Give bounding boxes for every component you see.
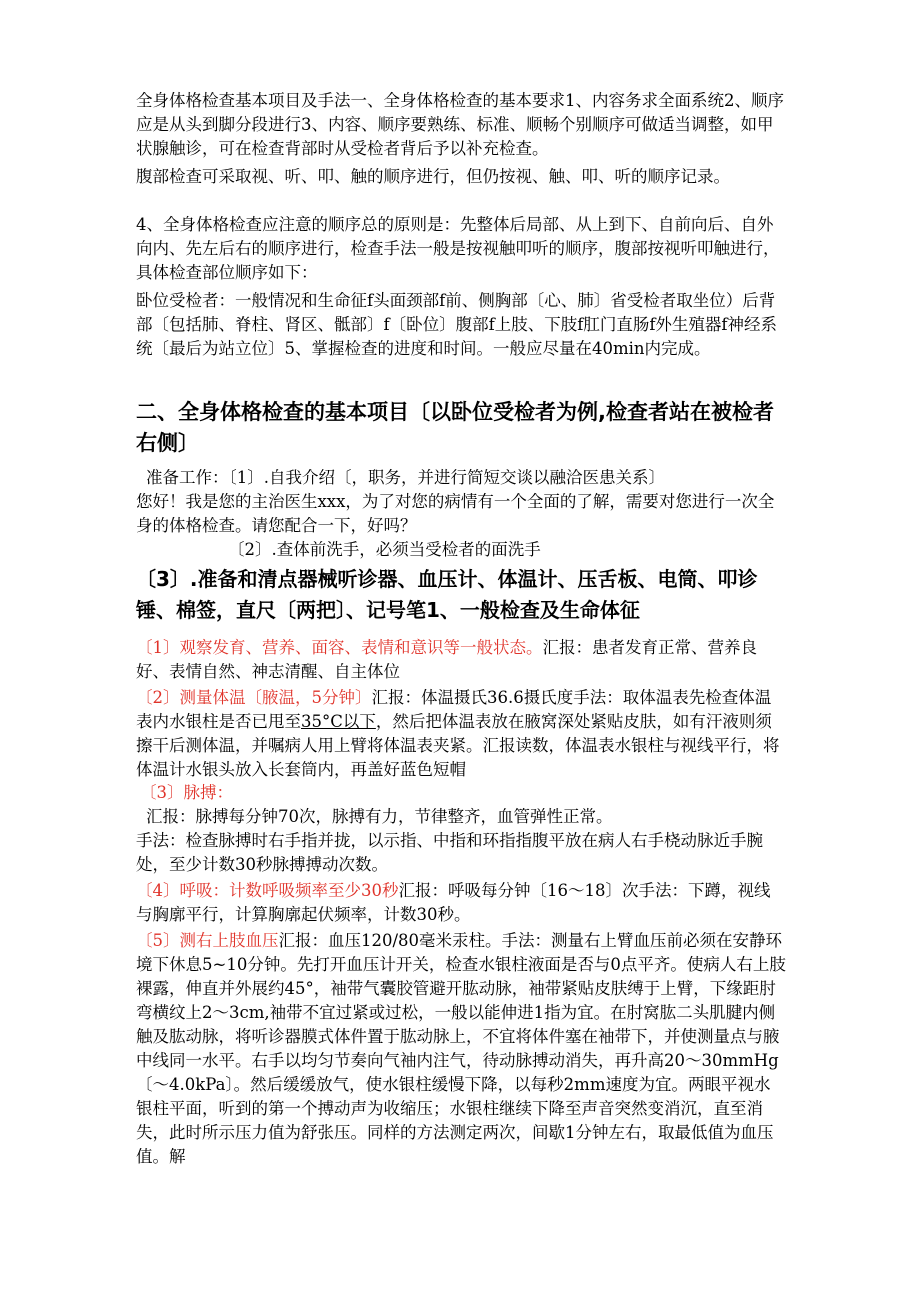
item-3-method: 手法：检查脉搏时右手指并拢，以示指、中指和环指指腹平放在病人右手桡动脉近手腕处，至少计数30秒脉搏搏动次数。	[136, 831, 763, 874]
item-1-general-state	[136, 636, 786, 684]
intro-paragraph-4: 卧位受检者：一般情况和生命征f头面颈部f前、侧胸部〔心、肺〕省受检者取坐位）后背部〔包括肺、脊柱、肾区、骶部〕f〔卧位〕腹部f上肢、下肢f肛门直肠f外生殖器f神经系统〔最后为站立位〕5、掌握检查的进度和时间。一般应尽量在40min内完成。	[136, 291, 778, 358]
item-5-report: 汇报：血压120/80毫米汞柱。手法：测量右上臂血压前必须在安静环境下休息5~10分钟。先打开血压计开关，检查水银柱液面是否与0点平齐。使病人右上肢裸露，伸直并外展约45°，袖带气囊胶管避开肱动脉，袖带紧贴皮肤缚于上臂，下缘距肘弯横纹上2～3cm,袖带不宜过紧或过松，一般以能伸进1指为宜。在肘窝肱二头肌腱内侧触及肱动脉，将听诊器膜式体件置于肱动脉上，不宜将体件塞在袖带下，并使测量点与腋中线同一水平。右手以均匀节奏向气袖内注气，待动脉搏动消失，再升高20～30mmHg〔～4.0kPa〕。然后缓缓放气，使水银柱缓慢下降，以每秒2mm速度为宜。两眼平视水银柱平面，听到的第一个搏动声为收缩压；水银柱继续下降至声音突然变消沉，直至消失，此时所示压力值为舒张压。同样的方法测定两次，间歇1分钟左右，取最低值为血压值。解	[136, 931, 786, 1166]
item-1-report: 汇报：患者发育正常、营养良好、表情自然、神志清醒、自主体位	[136, 638, 757, 681]
item-1-title: 〔1〕观察发育、营养、面容、表情和意识等一般状态。	[136, 638, 543, 657]
item-2-title: 〔2〕测量体温〔腋温，5分钟〕	[136, 688, 372, 707]
doctor-greeting: 您好！我是您的主治医生xxx，为了对您的病情有一个全面的了解，需要对您进行一次全身的体格检查。请您配合一下，好吗？	[136, 492, 775, 535]
item-5-blood-pressure	[136, 929, 786, 1169]
item-3-report: 汇报：脉搏每分钟70次，脉搏有力，节律整齐，血管弹性正常。	[146, 807, 613, 826]
prep-step-3-heading: 〔3〕.准备和清点器械听诊器、血压计、体温计、压舌板、电筒、叩诊锤、棉签，直尺〔两把〕、记号笔1、一般检查及生命体征	[136, 567, 758, 622]
intro-paragraph-1: 全身体格检查基本项目及手法一、全身体格检查的基本要求1、内容务求全面系统2、顺序应是从头到脚分段进行3、内容、顺序要熟练、标准、顺畅个别顺序可做适当调整，如甲状腺触诊，可在检查背部时从受检者背后予以补充检查。	[136, 91, 784, 158]
item-2-temperature	[136, 686, 786, 782]
item-4-respiration	[136, 879, 786, 927]
section-2-heading: 二、全身体格检查的基本项目〔以卧位受检者为例,检查者站在被检者右侧〕	[136, 400, 774, 455]
intro-paragraph-2: 腹部检查可采取视、听、叩、触的顺序进行，但仍按视、触、叩、听的顺序记录。	[136, 167, 730, 186]
item-2-underlined-threshold: 35°C以下	[301, 712, 376, 731]
intro-paragraph-3: 4、全身体格检查应注意的顺序总的原则是：先整体后局部、从上到下、自前向后、自外向内、先左后右的顺序进行，检查手法一般是按视触叩听的顺序，腹部按视听叩触进行，具体检查部位顺序如下：	[136, 215, 780, 282]
item-3-title	[140, 781, 790, 805]
item-4-report: 汇报：呼吸每分钟〔16～18〕次手法：下蹲，视线与胸廓平行，计算胸廓起伏频率，计数30秒。	[136, 881, 771, 924]
prep-step-1: 准备工作：〔1〕.自我介绍〔，职务，并进行简短交谈以融洽医患关系〕	[146, 468, 665, 487]
item-2-report-b: ，然后把体温表放在腋窝深处紧贴皮肤，如有汗液则须擦干后测体温，并嘱病人用上臂将体温表夹紧。汇报读数，体温表水银柱与视线平行，将体温计水银头放入长套筒内，再盖好蓝色短帽	[136, 712, 780, 779]
item-5-title: 〔5〕测右上肢血压	[136, 931, 279, 950]
item-3-red-title: 〔3〕脉搏：	[140, 783, 233, 802]
item-4-title: 〔4〕呼吸：计数呼吸频率至少30秒	[136, 881, 399, 900]
item-2-report-a: 汇报：体温摄氏36.6摄氏度手法：取体温表先检查体温表内水银柱是否已甩至	[136, 688, 772, 731]
prep-step-2: 〔2〕.查体前洗手，必须当受检者的面洗手	[228, 540, 541, 559]
